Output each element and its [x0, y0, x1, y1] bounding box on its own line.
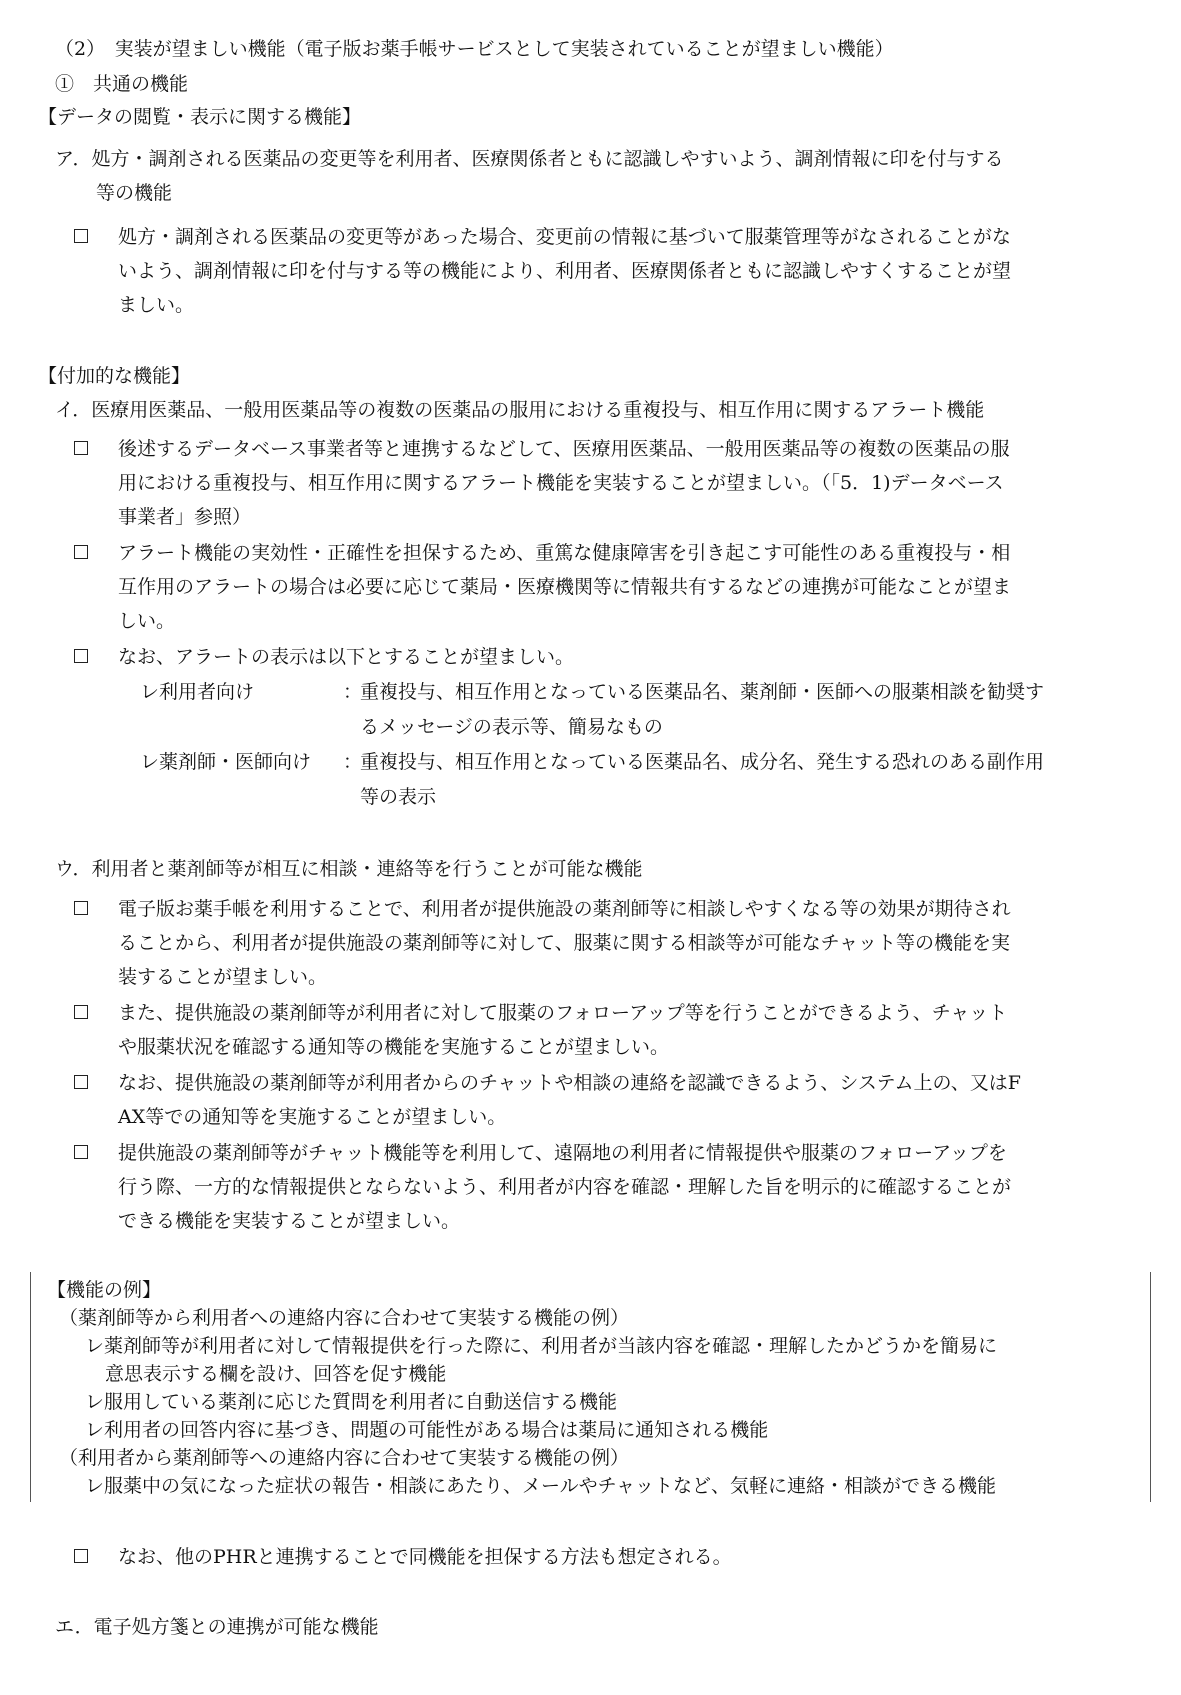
alert-pharmacist-colon: ：: [343, 751, 363, 773]
checkbox-square-icon: [74, 545, 88, 559]
alert-user-body-2: るメッセージの表示等、簡易なもの: [360, 716, 663, 738]
document-page: （2） 実装が望ましい機能（電子版お薬手帳サービスとして実装されていることが望ましい機能） ① 共通の機能 【データの閲覧・表示に関する機能】 ア．処方・調剤される医薬品の変更等を利用者、医療関係者ともに認識しやすいよう、調剤情報に印を付与する 等の機能 処方・調剤される医薬品の変更等があった場合、変更前の情報に基づいて服薬管理等がなされることがな いよう、調剤情報に印を付与する等の機能により、利用者、医療関係者ともに認識しやすくすることが望 ましい。 【付加的な機能】 イ．医療用医薬品、一般用医薬品等の複数の医薬品の服用における重複投与、相互作用に関するアラート機能 後述するデータベース事業者等と連携するなどして、医療用医薬品、一般用医薬品等の複数の医薬品の服 用における重複投与、相互作用に関するアラート機能を実装することが望ましい。（「5．1)データベース 事業者」参照） アラート機能の実効性・正確性を担保するため、重篤な健康障害を引き起こす可能性のある重複投与・相 互作用のアラートの場合は必要に応じて薬局・医療機関等に情報共有するなどの連携が可能なことが望ま しい。 なお、アラートの表示は以下とすることが望ましい。 レ利用者向け ： 重複投与、相互作用となっている医薬品名、薬剤師・医師への服薬相談を勧奨す るメッセージの表示等、簡易なもの レ薬剤師・医師向け ： 重複投与、相互作用となっている医薬品名、成分名、発生する恐れのある副作用 等の表示 ウ．利用者と薬剤師等が相互に相談・連絡等を行うことが可能な機能 電子版お薬手帳を利用することで、利用者が提供施設の薬剤師等に相談しやすくなる等の効果が期待され ることから、利用者が提供施設の薬剤師等に対して、服薬に関する相談等が可能なチャット等の機能を実 装することが望ましい。 また、提供施設の薬剤師等が利用者に対して服薬のフォローアップ等を行うことができるよう、チャット や服薬状況を確認する通知等の機能を実施することが望ましい。 なお、提供施設の薬剤師等が利用者からのチャットや相談の連絡を認識できるよう、システム上の、又はF AX等での通知等を実施することが望ましい。 提供施設の薬剤師等がチャット機能等を利用して、遠隔地の利用者に情報提供や服薬のフォローアップを 行う際、一方的な情報提供とならないよう、利用者が内容を確認・理解した旨を明示的に確認することが できる機能を実装することが望ましい。 【機能の例】 （薬剤師等から利用者への連絡内容に合わせて実装する機能の例） レ薬剤師等が利用者に対して情報提供を行った際に、利用者が当該内容を確認・理解したかどうかを簡易に 意思表示する欄を設け、回答を促す機能 レ服用している薬剤に応じた質問を利用者に自動送信する機能 レ利用者の回答内容に基づき、問題の可能性がある場合は薬局に通知される機能 （利用者から薬剤師等への連絡内容に合わせて実装する機能の例） レ服薬中の気になった症状の報告・相談にあたり、メールやチャットなど、気軽に連絡・相談ができる機能 なお、他のPHRと連携することで同機能を担保する方法も想定される。 エ．電子処方箋との連携が可能な機能: [0, 0, 1181, 1695]
alert-user-body-1: 重複投与、相互作用となっている医薬品名、薬剤師・医師への服薬相談を勧奨す: [360, 681, 1045, 703]
alert-pharmacist-body-1: 重複投与、相互作用となっている医薬品名、成分名、発生する恐れのある副作用: [360, 751, 1045, 773]
checkbox-square-icon: [74, 901, 88, 915]
item-i-title: イ．医療用医薬品、一般用医薬品等の複数の医薬品の服用における重複投与、相互作用に関するアラート機能: [55, 399, 985, 421]
checkbox-square-icon: [74, 1549, 88, 1563]
example-label: 【機能の例】: [47, 1279, 162, 1301]
checkbox-square-icon: [74, 649, 88, 663]
section-heading: （2） 実装が望ましい機能（電子版お薬手帳サービスとして実装されていることが望ましい機能）: [55, 38, 894, 60]
alert-user-colon: ：: [343, 681, 363, 703]
alert-user-label: レ利用者向け: [140, 681, 255, 703]
checkbox-square-icon: [74, 1145, 88, 1159]
example-g1-item-1: レ薬剤師等が利用者に対して情報提供を行った際に、利用者が当該内容を確認・理解したかどうかを簡易に: [85, 1335, 998, 1357]
checkbox-square-icon: [74, 1005, 88, 1019]
checkbox-square-icon: [74, 1075, 88, 1089]
example-group-1: （薬剤師等から利用者への連絡内容に合わせて実装する機能の例）: [59, 1307, 630, 1329]
item-a-title: ア．処方・調剤される医薬品の変更等を利用者、医療関係者ともに認識しやすいよう、調剤情報に印を付与する: [55, 148, 1004, 170]
subsection-heading: ① 共通の機能: [55, 73, 189, 95]
checkbox-square-icon: [74, 229, 88, 243]
item-a-title-cont: 等の機能: [96, 182, 173, 204]
checkbox-square-icon: [74, 441, 88, 455]
example-g1-item-2: レ服用している薬剤に応じた質問を利用者に自動送信する機能: [85, 1391, 618, 1413]
example-g2-item-1: レ服薬中の気になった症状の報告・相談にあたり、メールやチャットなど、気軽に連絡・相談ができる機能: [85, 1475, 997, 1497]
example-g1-item-3: レ利用者の回答内容に基づき、問題の可能性がある場合は薬局に通知される機能: [85, 1419, 769, 1441]
item-u-title: ウ．利用者と薬剤師等が相互に相談・連絡等を行うことが可能な機能: [55, 858, 643, 880]
alert-pharmacist-label: レ薬剤師・医師向け: [140, 751, 312, 773]
alert-pharmacist-body-2: 等の表示: [360, 786, 437, 808]
item-e-title: エ．電子処方箋との連携が可能な機能: [55, 1616, 379, 1638]
example-group-2: （利用者から薬剤師等への連絡内容に合わせて実装する機能の例）: [59, 1447, 630, 1469]
data-view-section-label: 【データの閲覧・表示に関する機能】: [38, 106, 362, 128]
additional-section-label: 【付加的な機能】: [38, 365, 191, 387]
example-g1-item-1-cont: 意思表示する欄を設け、回答を促す機能: [105, 1363, 447, 1385]
function-example-box: [30, 1272, 1151, 1502]
